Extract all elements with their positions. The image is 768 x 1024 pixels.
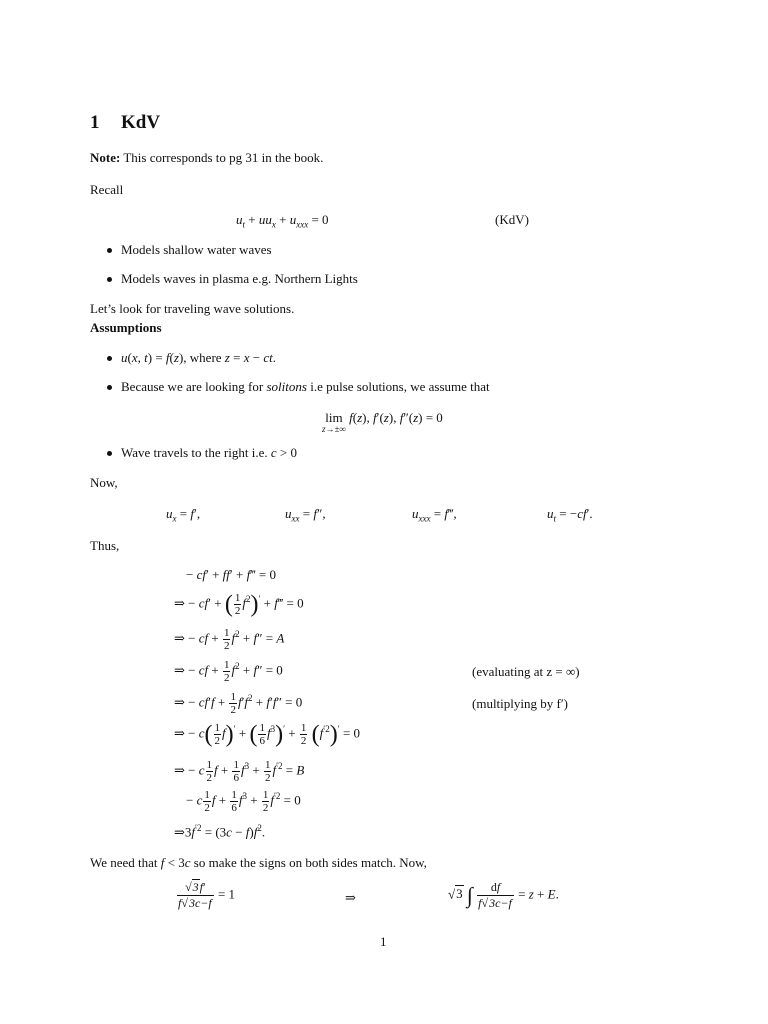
derivation-line-2: ⇒ − cf′ + ( $\frac{1}{2}$ $f^2)'$ + f‴ = 0 [174,591,304,618]
bullet-text: Models shallow water waves [121,242,272,257]
need-pre: We need that [90,855,158,870]
implies-arrow: ⇒ [345,890,356,905]
bullet-icon [107,248,112,253]
assumption-1: u(x, t) = f(z), where z = x − ct. [121,350,276,365]
final-equation-left: $\frac{√3f'}{f√3c-f}$ = 1 [178,880,236,910]
derivation-line-3: ⇒ − cf + $\frac{1}{2}$ $f^2 + f'' = A$ [174,627,285,652]
limit-equation: lim z→±∞ f(z), f′(z), f″(z) = 0 [322,410,443,434]
note-text: This corresponds to pg 31 in the book. [123,150,324,165]
bullet-icon [107,277,112,282]
eq-ut: $u_t = -cf'$. [547,506,593,524]
assumption-2-pre: Because we are looking for [121,379,267,394]
recall-text: Recall [90,182,124,197]
bullet-icon [107,385,112,390]
section-number: 1 [90,112,100,133]
assumption-2-em: solitons [266,379,307,394]
assumption-3-text: Wave travels to the right i.e. [121,445,268,460]
eq-uxxx: $u_{xxx}$ = f‴, [412,506,457,524]
need-paragraph: We need that f < 3c so make the signs on both sides match. Now, [90,855,427,870]
annotation-evaluating: (evaluating at z = ∞) [472,664,580,679]
derivation-line-4: ⇒ − cf + $\frac{1}{2}$ $f^2 + f'' = 0$ [174,659,283,684]
bullet-icon [107,356,112,361]
eq-ux: $u_x = f'$, [166,506,201,524]
need-text: so make the signs on both sides match. Now, [193,855,427,870]
bullet-text: Models waves in plasma e.g. Northern Lights [121,271,358,286]
now-text: Now, [90,475,118,490]
derivation-line-1: − cf′ + ff′ + f‴ = 0 [186,567,276,582]
section-title: KdV [121,112,161,133]
kdv-equation: $u_t + uu_x + u_{xxx} = 0$ [236,212,329,230]
thus-text: Thus, [90,538,120,553]
assumptions-heading: Assumptions [90,320,162,335]
eq-uxx: $u_{xx} = f''$, [285,506,326,524]
page-number: 1 [380,934,387,949]
derivation-line-7: ⇒ − c $\frac{1}{2}$ f + $\frac{1}{6}$ $f^3$ + $\frac{1}{2}$ $f^{'2} = B$ [174,759,305,784]
note-label: Note: [90,150,121,165]
derivation-line-6: ⇒ − c( $\frac{1}{2}$ f)′ + ( $\frac{1}{6}$ $f^3)'$ + $\frac{1}{2}$ $(f^{'2})' = 0$ [174,721,361,748]
derivation-line-5: ⇒ − cf′f + $\frac{1}{2}$ $f'f^2 + f'f'' = 0$ [174,691,303,716]
paragraph-traveling-wave: Let’s look for traveling wave solutions. [90,301,295,316]
assumption-2 [121,379,490,395]
derivation-line-9: $\Rightarrow 3f^{'2} = (3c - f)f^2$. [174,823,266,840]
bullet-icon [107,451,112,456]
assumption-3: Wave travels to the right i.e. c > 0 [121,445,297,460]
assumption-2-post: i.e pulse solutions, we assume that [306,379,490,394]
final-equation-right: √3 ∫ $\frac{df}{f√3c-f}$ = z + E. [448,880,559,910]
derivation-line-8: − c $\frac{1}{2}$ f + $\frac{1}{6}$ $f^3$ + $\frac{1}{2}$ $f^{'2} = 0$ [186,789,301,814]
note-paragraph [90,150,323,166]
assumption-where: , where [183,350,225,365]
annotation-multiplying: (multiplying by f′) [472,696,569,711]
kdv-tag: (KdV) [495,212,529,227]
